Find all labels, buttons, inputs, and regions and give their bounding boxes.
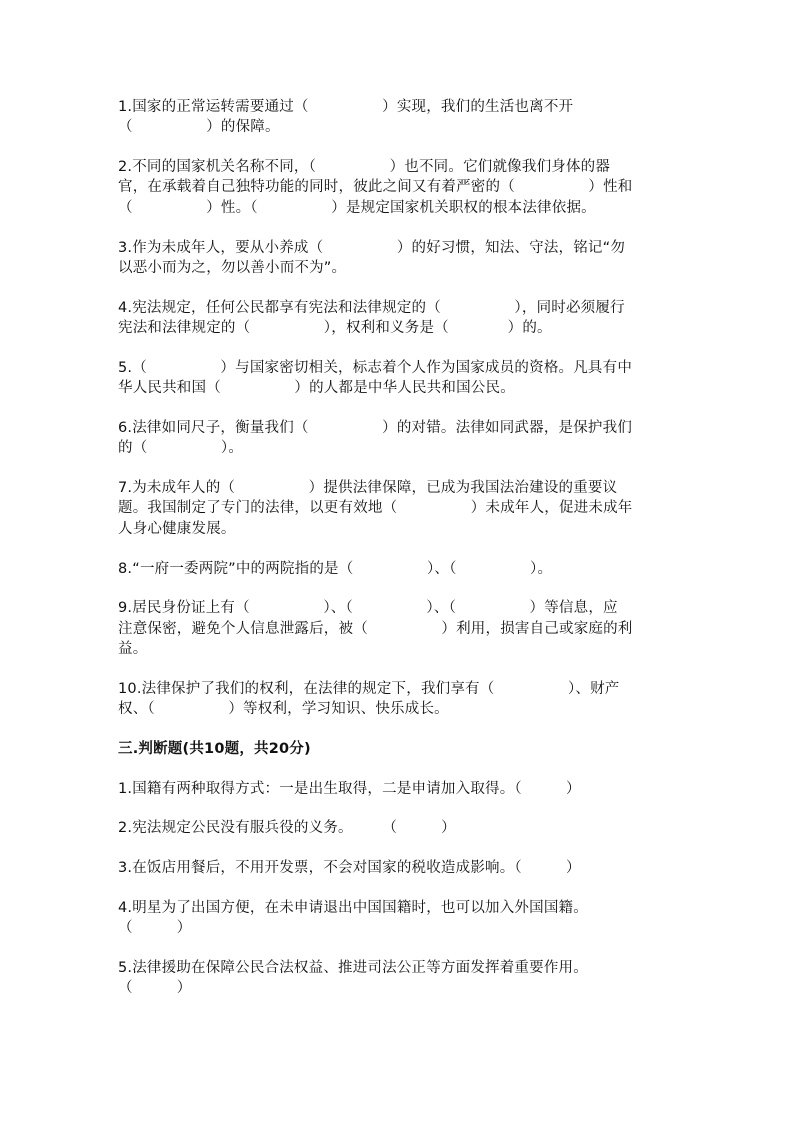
fill-in-question-5-line-2: 华人民共和国（ ）的人都是中华人民共和国公民。	[118, 380, 515, 396]
fill-in-question-2-line-2: 官，在承载着自己独特功能的同时，彼此之间又有着严密的（ ）性和	[118, 179, 633, 195]
true-false-question-1-line-1: 1.国籍有两种取得方式：一是出生取得，二是申请加入取得。（ ）	[118, 781, 581, 797]
fill-in-question-10-line-2: 权、（ ）等权利，学习知识、快乐成长。	[118, 701, 449, 717]
fill-in-question-7-line-2: 题。我国制定了专门的法律，以更有效地（ ）未成年人，促进未成年	[118, 500, 633, 516]
true-false-question-3-line-1: 3.在饭店用餐后，不用开发票，不会对国家的税收造成影响。（ ）	[118, 860, 581, 876]
fill-in-question-5-line-1: 5.（ ）与国家密切相关，标志着个人作为国家成员的资格。凡具有中	[118, 360, 633, 376]
true-false-question-2-line-1: 2.宪法规定公民没有服兵役的义务。 （ ）	[118, 820, 456, 836]
fill-in-question-2-line-1: 2.不同的国家机关名称不同，（ ）也不同。它们就像我们身体的器	[118, 159, 611, 175]
true-false-question-4-line-2: （ ）	[118, 920, 192, 936]
fill-in-question-4-line-1: 4.宪法规定，任何公民都享有宪法和法律规定的（ ），同时必须履行	[118, 300, 625, 316]
section-heading: 三.判断题(共10题，共20分)	[118, 741, 311, 757]
true-false-question-5-line-1: 5.法律援助在保障公民合法权益、推进司法公正等方面发挥着重要作用。	[118, 960, 588, 976]
fill-in-question-3-line-1: 3.作为未成年人，要从小养成（ ）的好习惯，知法、守法，铭记“勿	[118, 240, 626, 256]
fill-in-question-9-line-1: 9.居民身份证上有（ ）、（ ）、（ ）等信息，应	[118, 600, 618, 616]
fill-in-question-3-line-2: 以恶小而为之，勿以善小而不为”。	[118, 260, 347, 276]
fill-in-question-9-line-2: 注意保密，避免个人信息泄露后，被（ ）利用，损害自己或家庭的利	[118, 621, 633, 637]
fill-in-question-7-line-3: 人身心健康发展。	[118, 521, 236, 537]
fill-in-question-10-line-1: 10.法律保护了我们的权利，在法律的规定下，我们享有（ ）、财产	[118, 681, 620, 697]
fill-in-question-1-line-2: （ ）的保障。	[118, 119, 280, 135]
fill-in-question-2-line-3: （ ）性。（ ）是规定国家机关职权的根本法律依据。	[118, 200, 596, 216]
true-false-question-4-line-1: 4.明星为了出国方便，在未申请退出中国国籍时，也可以加入外国国籍。	[118, 900, 588, 916]
fill-in-question-4-line-2: 宪法和法律规定的（ ），权利和义务是（ ）的。	[118, 320, 552, 336]
true-false-question-5-line-2: （ ）	[118, 980, 192, 996]
fill-in-question-6-line-2: 的（ ）。	[118, 440, 244, 456]
fill-in-question-9-line-3: 益。	[118, 641, 148, 657]
fill-in-question-7-line-1: 7.为未成年人的（ ）提供法律保障，已成为我国法治建设的重要议	[118, 480, 618, 496]
fill-in-question-8-line-1: 8.“一府一委两院”中的两院指的是（ ）、（ ）。	[118, 561, 553, 577]
fill-in-question-1-line-1: 1.国家的正常运转需要通过（ ）实现，我们的生活也离不开	[118, 99, 574, 115]
fill-in-question-6-line-1: 6.法律如同尺子，衡量我们（ ）的对错。法律如同武器，是保护我们	[118, 420, 633, 436]
